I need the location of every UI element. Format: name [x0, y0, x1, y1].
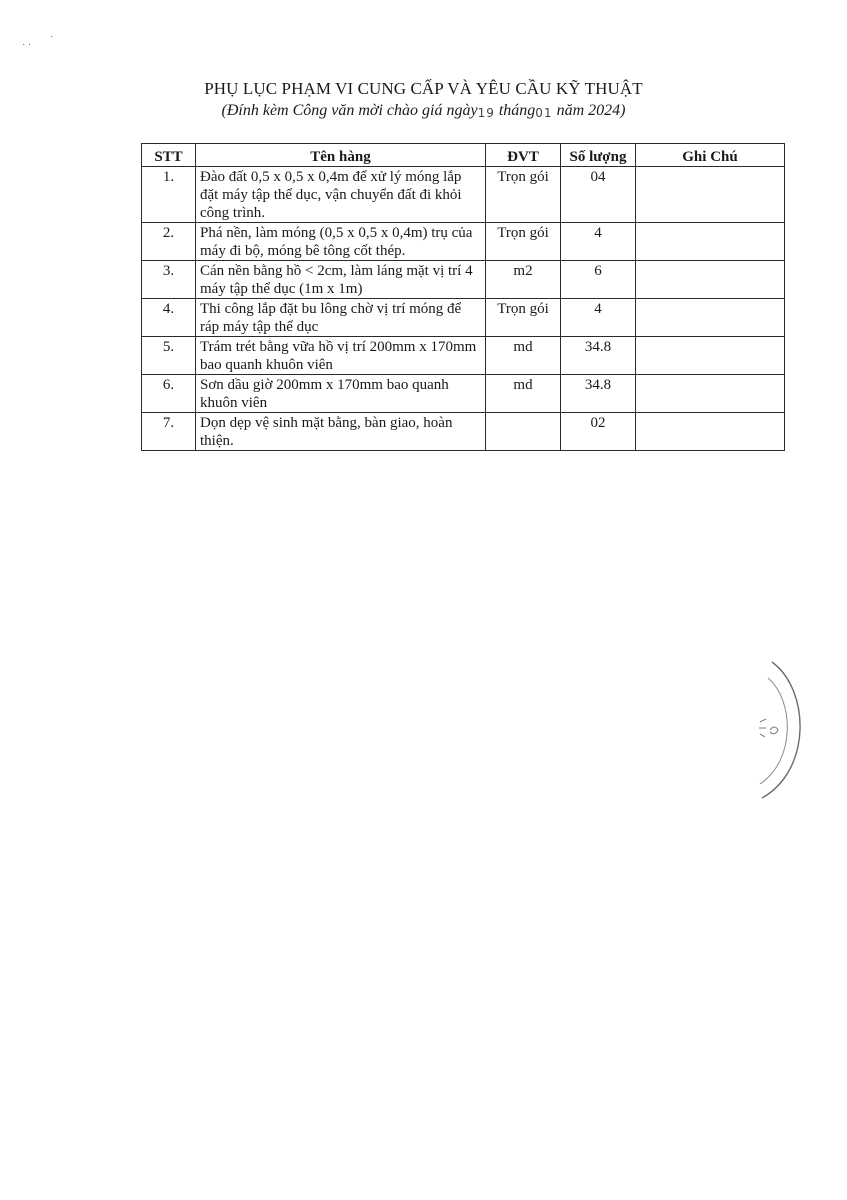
table-row [142, 299, 785, 337]
document-header [0, 78, 847, 124]
row-stt: 5. [142, 337, 196, 375]
document-subtitle [0, 100, 847, 124]
row-qty: 4 [561, 299, 636, 337]
row-name: Trám trét bằng vữa hồ vị trí 200mm x 170mm bao quanh khuôn viên [196, 337, 486, 375]
row-unit: md [486, 375, 561, 413]
scan-speck: ˙ [50, 35, 54, 46]
row-stt: 2. [142, 223, 196, 261]
table-row [142, 167, 785, 223]
row-note [636, 375, 785, 413]
row-qty: 02 [561, 413, 636, 451]
table-row [142, 375, 785, 413]
subtitle-suffix: năm 2024) [552, 102, 626, 119]
document-title: PHỤ LỤC PHẠM VI CUNG CẤP VÀ YÊU CẦU KỸ THUẬT [204, 79, 643, 98]
row-note [636, 167, 785, 223]
row-unit [486, 413, 561, 451]
row-note [636, 223, 785, 261]
table-row [142, 337, 785, 375]
row-stt: 1. [142, 167, 196, 223]
table-row [142, 413, 785, 451]
row-qty: 4 [561, 223, 636, 261]
row-name: Đào đất 0,5 x 0,5 x 0,4m để xử lý móng lắp đặt máy tập thể dục, vận chuyển đất đi khỏi công trình. [196, 167, 486, 223]
row-unit: Trọn gói [486, 223, 561, 261]
row-note [636, 413, 785, 451]
header-name: Tên hàng [196, 144, 486, 167]
partial-seal-stamp [752, 660, 812, 800]
scan-speck: ˙ ˙ [22, 43, 32, 54]
row-unit: md [486, 337, 561, 375]
row-unit: Trọn gói [486, 299, 561, 337]
subtitle-month-label: tháng [494, 102, 536, 119]
row-qty: 34.8 [561, 375, 636, 413]
row-unit: Trọn gói [486, 167, 561, 223]
row-stt: 4. [142, 299, 196, 337]
row-name: Dọn dẹp vệ sinh mặt bằng, bàn giao, hoàn thiện. [196, 413, 486, 451]
row-name: Thi công lắp đặt bu lông chờ vị trí móng để ráp máy tập thể dục [196, 299, 486, 337]
table-row [142, 223, 785, 261]
handwritten-month: 01 [535, 106, 553, 120]
row-qty: 34.8 [561, 337, 636, 375]
subtitle-prefix: (Đính kèm Công văn mời chào giá ngày [221, 102, 478, 119]
header-unit: ĐVT [486, 144, 561, 167]
row-stt: 3. [142, 261, 196, 299]
row-stt: 7. [142, 413, 196, 451]
row-stt: 6. [142, 375, 196, 413]
row-note [636, 261, 785, 299]
table-header-row [142, 144, 785, 167]
row-name: Sơn dầu giờ 200mm x 170mm bao quanh khuôn viên [196, 375, 486, 413]
table-row [142, 261, 785, 299]
handwritten-day: 19 [477, 106, 495, 120]
header-stt: STT [142, 144, 196, 167]
row-qty: 04 [561, 167, 636, 223]
seal-arc-icon [752, 660, 812, 800]
header-qty: Số lượng [561, 144, 636, 167]
row-qty: 6 [561, 261, 636, 299]
row-unit: m2 [486, 261, 561, 299]
row-name: Phá nền, làm móng (0,5 x 0,5 x 0,4m) trụ của máy đi bộ, móng bê tông cốt thép. [196, 223, 486, 261]
row-name: Cán nền bằng hồ < 2cm, làm láng mặt vị trí 4 máy tập thể dục (1m x 1m) [196, 261, 486, 299]
header-note: Ghi Chú [636, 144, 785, 167]
row-note [636, 299, 785, 337]
row-note [636, 337, 785, 375]
items-table [141, 143, 785, 451]
